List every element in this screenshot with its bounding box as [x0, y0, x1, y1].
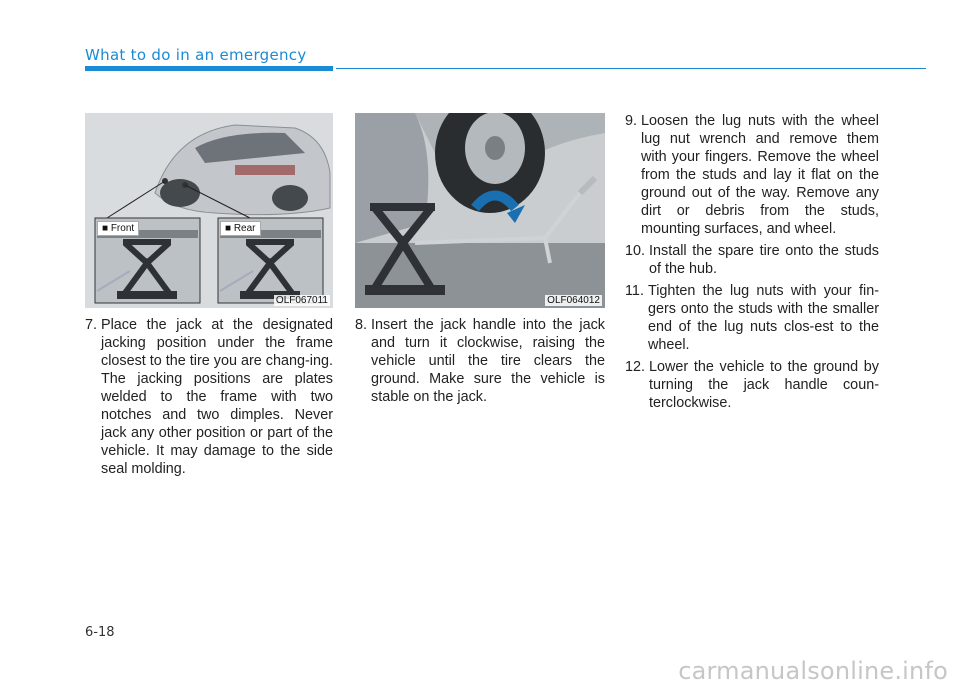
text-column-left [85, 316, 333, 482]
jack-handle-illustration [355, 113, 605, 308]
step-text: Insert the jack handle into the jack and turn it clockwise, raising the vehicle until the tire clears the ground. Make sure the vehicle is stable on the jack. [371, 317, 605, 405]
figure-code: OLF064012 [547, 295, 600, 306]
step-item [355, 316, 605, 406]
inset-label-rear: ■ Rear [220, 221, 261, 236]
step-number: 8. [355, 317, 371, 333]
step-number: 10. [625, 243, 650, 259]
step-item [625, 112, 879, 238]
figure-jack-handle [355, 113, 605, 308]
step-item [85, 316, 333, 478]
text-column-middle [355, 316, 605, 410]
text-column-right [625, 112, 879, 416]
step-number: 7. [85, 317, 101, 333]
header-rule-thin [336, 68, 926, 69]
step-text: Tighten the lug nuts with your fin-gers onto the studs with the smaller end of the lug nuts clos-est to the wheel. [647, 283, 879, 353]
inset-label-front: ■ Front [97, 221, 139, 236]
step-text: Place the jack at the designated jacking position under the frame closest to the tire you are chang-ing. The jacking positions are plates welded to the frame with two notches and two dimples. Never jack any other position or part of the vehicle. It may damage to the side seal molding. [101, 317, 333, 477]
watermark: carmanualsonline.info [678, 657, 948, 685]
step-item [625, 358, 879, 412]
step-item [625, 282, 879, 354]
car-jack-illustration [85, 113, 333, 308]
header-rule-thick [85, 66, 333, 71]
step-number: 12. [625, 359, 650, 375]
step-item [625, 242, 879, 278]
step-number: 9. [625, 113, 641, 129]
figure-jacking-points [85, 113, 333, 308]
step-text: Install the spare tire onto the studs of the hub. [649, 243, 879, 277]
page-number: 6-18 [85, 625, 115, 640]
step-number: 11. [625, 283, 648, 299]
section-title: What to do in an emergency [85, 46, 307, 64]
step-text: Loosen the lug nuts with the wheel lug nut wrench and remove them with your fingers. Remove the wheel from the studs and lay it flat on the ground out of the way. Remove any dirt or debris from the studs, mounting surfaces, and wheel. [641, 113, 879, 237]
figure-code: OLF067011 [275, 295, 328, 306]
step-text: Lower the vehicle to the ground by turning the jack handle coun-terclockwise. [649, 359, 879, 411]
